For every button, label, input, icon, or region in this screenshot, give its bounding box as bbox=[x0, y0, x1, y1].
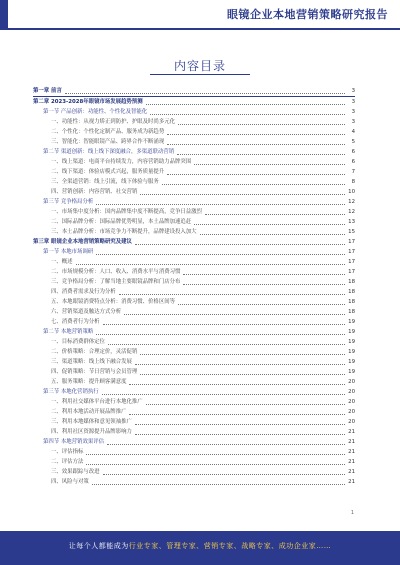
toc-dot-leader bbox=[107, 444, 345, 445]
toc-dot-leader bbox=[167, 144, 345, 145]
toc-entry[interactable] bbox=[33, 367, 355, 377]
toc-entry-page: 15 bbox=[348, 229, 355, 235]
toc-entry-page: 20 bbox=[348, 419, 355, 425]
toc-entry-page: 3 bbox=[351, 88, 355, 94]
toc-dot-leader bbox=[103, 324, 345, 325]
toc-entry-page: 10 bbox=[348, 189, 355, 195]
toc-dot-leader bbox=[86, 454, 345, 455]
toc-dot-leader bbox=[86, 464, 345, 465]
toc-entry-title: 四、营销创新：内容营销、社交营销 bbox=[51, 189, 138, 195]
toc-entry-title: 第一节 产品创新：功能性、个性化及智能化 bbox=[43, 109, 148, 115]
toc-entry-title: 四、利用社区资源提升品牌影响力 bbox=[51, 429, 132, 435]
toc-dot-leader bbox=[76, 264, 345, 265]
toc-entry-page: 6 bbox=[351, 149, 355, 155]
toc-entry-title: 第三章 眼镜企业本地营销策略研究及建议 bbox=[33, 239, 132, 245]
toc-entry-page: 4 bbox=[351, 129, 355, 135]
toc-dot-leader bbox=[96, 334, 345, 335]
toc-entry[interactable] bbox=[33, 297, 355, 307]
toc-entry-title: 一、线上渠道：电商平台持续发力，内容营销助力品牌突围 bbox=[51, 159, 192, 165]
toc-dot-leader bbox=[140, 354, 345, 355]
report-title: 眼镜企业本地营销策略研究报告 bbox=[227, 8, 388, 21]
toc-dot-leader bbox=[146, 404, 345, 405]
toc-entry[interactable] bbox=[33, 217, 355, 227]
toc-entry-page: 20 bbox=[348, 379, 355, 385]
toc-entry-page: 17 bbox=[348, 249, 355, 255]
toc-entry[interactable] bbox=[33, 347, 355, 357]
toc-entry-page: 3 bbox=[351, 99, 355, 105]
toc-entry-page: 21 bbox=[348, 469, 355, 475]
toc-entry-page: 17 bbox=[348, 239, 355, 245]
toc-entry-page: 18 bbox=[348, 309, 355, 315]
toc-dot-leader bbox=[103, 474, 345, 475]
toc-entry-title: 第三节 竞争格局分析 bbox=[43, 199, 94, 205]
toc-heading: 内容目录 bbox=[173, 59, 226, 73]
toc-entry-page: 17 bbox=[348, 269, 355, 275]
toc-entry[interactable] bbox=[33, 157, 355, 167]
toc-entry-page: 18 bbox=[348, 279, 355, 285]
toc-entry-title: 第一章 前言 bbox=[33, 88, 62, 94]
toc-entry[interactable] bbox=[33, 227, 355, 237]
toc-entry[interactable] bbox=[33, 437, 355, 447]
toc-heading-underline bbox=[150, 74, 250, 75]
toc-entry-page: 12 bbox=[348, 209, 355, 215]
toc-entry-page: 12 bbox=[348, 199, 355, 205]
toc-entry[interactable] bbox=[33, 167, 355, 177]
toc-entry-title: 七、消费者行为分析 bbox=[51, 319, 100, 325]
toc-entry[interactable] bbox=[33, 377, 355, 387]
toc-entry[interactable] bbox=[33, 307, 355, 317]
toc-entry[interactable] bbox=[33, 257, 355, 267]
toc-dot-leader bbox=[96, 254, 345, 255]
toc-dot-leader bbox=[108, 344, 345, 345]
toc-entry-page: 21 bbox=[348, 449, 355, 455]
toc-entry-title: 第二章 2023-2028年眼镜市场发展趋势预测 bbox=[33, 99, 143, 105]
toc-entry[interactable] bbox=[33, 427, 355, 437]
toc-dot-leader bbox=[92, 484, 345, 485]
toc-entry-title: 五、本地眼镜消费特点分析：消费习惯、价格区间等 bbox=[51, 299, 175, 305]
toc-dot-leader bbox=[135, 424, 345, 425]
toc-entry[interactable] bbox=[33, 287, 355, 297]
toc-entry-title: 三、效果跟踪与改进 bbox=[51, 469, 100, 475]
toc-dot-leader bbox=[162, 184, 345, 185]
toc-entry[interactable] bbox=[33, 357, 355, 367]
toc-entry-page: 18 bbox=[348, 289, 355, 295]
toc-entry[interactable] bbox=[33, 277, 355, 287]
toc-entry-page: 8 bbox=[351, 179, 355, 185]
toc-entry[interactable] bbox=[33, 97, 355, 107]
toc-dot-leader bbox=[129, 414, 345, 415]
toc-entry-title: 二、国际品牌分析：国际品牌优势明显，本土品牌加速追赶 bbox=[51, 219, 192, 225]
toc-dot-leader bbox=[146, 104, 345, 105]
toc-entry-title: 一、目标消费群体定位 bbox=[51, 339, 105, 345]
toc-entry[interactable] bbox=[33, 317, 355, 327]
toc-dot-leader bbox=[194, 224, 345, 225]
toc-entry-title: 三、渠道策略：线上线下融合发展 bbox=[51, 359, 132, 365]
toc-dot-leader bbox=[167, 134, 345, 135]
toc-entry-page: 21 bbox=[348, 479, 355, 485]
toc-entry-page: 3 bbox=[351, 119, 355, 125]
toc-entry-title: 第二节 本地营销策略 bbox=[43, 329, 94, 335]
toc-dot-leader bbox=[177, 154, 345, 155]
toc-entry[interactable] bbox=[33, 137, 355, 147]
toc-entry-title: 三、本土品牌分析：市场竞争力不断提升，品牌建设投入加大 bbox=[51, 229, 197, 235]
toc-entry-page: 3 bbox=[351, 109, 355, 115]
toc-entry-title: 第一节 本地市场调研 bbox=[43, 249, 94, 255]
footer-slogan-lead: 让每个人都能成为 bbox=[68, 542, 129, 550]
toc-entry[interactable] bbox=[33, 267, 355, 277]
toc-entry-page: 20 bbox=[348, 399, 355, 405]
footer-slogan-tail: 行业专家、管理专家、营销专家、战略专家、成功企业家…… bbox=[128, 542, 332, 550]
toc-entry-title: 二、评估方法 bbox=[51, 459, 84, 465]
toc-dot-leader bbox=[119, 294, 345, 295]
toc-entry-title: 三、智能化：智能眼镜产品、跨界合作不断涌现 bbox=[51, 139, 165, 145]
toc-dot-leader bbox=[167, 174, 345, 175]
page-number: 1 bbox=[350, 510, 354, 516]
toc-entry[interactable] bbox=[33, 237, 355, 247]
toc-entry[interactable] bbox=[33, 127, 355, 137]
toc-entry[interactable] bbox=[33, 177, 355, 187]
toc-entry-title: 一、评估指标 bbox=[51, 449, 84, 455]
toc-dot-leader bbox=[178, 304, 345, 305]
toc-entry[interactable] bbox=[33, 107, 355, 117]
toc-dot-leader bbox=[178, 124, 345, 125]
toc-entry[interactable] bbox=[33, 86, 355, 97]
toc-dot-leader bbox=[140, 374, 345, 375]
toc-entry-title: 二、利用本地活动开展品牌推广 bbox=[51, 409, 127, 415]
toc-entry-page: 18 bbox=[348, 299, 355, 305]
toc-entry[interactable] bbox=[33, 337, 355, 347]
toc-dot-leader bbox=[194, 164, 345, 165]
toc-entry-page: 19 bbox=[348, 349, 355, 355]
toc-entry-title: 二、市场规模分析：人口、收入、消费水平与消费习惯 bbox=[51, 269, 181, 275]
toc-entry[interactable] bbox=[33, 117, 355, 127]
toc-entry[interactable] bbox=[33, 407, 355, 417]
page-header bbox=[0, 0, 400, 28]
toc-entry[interactable] bbox=[33, 387, 355, 397]
toc-entry-page: 19 bbox=[348, 319, 355, 325]
toc-dot-leader bbox=[135, 244, 345, 245]
toc-entry-title: 一、功能性：从视力矫正到防护、护眼及时尚多元化 bbox=[51, 119, 175, 125]
toc-dot-leader bbox=[183, 284, 345, 285]
toc-entry-title: 三、全渠道营销：线上引流，线下体验与服务 bbox=[51, 179, 159, 185]
toc-entry[interactable] bbox=[33, 397, 355, 407]
toc-entry-title: 四、风险与对策 bbox=[51, 479, 89, 485]
toc-entry-page: 5 bbox=[351, 139, 355, 145]
toc-dot-leader bbox=[205, 214, 345, 215]
toc-dot-leader bbox=[129, 384, 345, 385]
toc-entry-title: 二、个性化：个性化定制产品、服务成为新趋势 bbox=[51, 129, 165, 135]
toc-entry-title: 四、消费者需求及行为分析 bbox=[51, 289, 116, 295]
toc-dot-leader bbox=[135, 434, 345, 435]
toc-entry[interactable] bbox=[33, 147, 355, 157]
toc-entry-title: 二、价格策略：合理定价，灵活促销 bbox=[51, 349, 138, 355]
header-divider bbox=[0, 28, 400, 30]
toc-dot-leader bbox=[150, 114, 345, 115]
toc-entry-title: 三、利用本地媒体和意见领袖推广 bbox=[51, 419, 132, 425]
page-footer bbox=[0, 531, 400, 565]
toc-entry[interactable] bbox=[33, 207, 355, 217]
toc-entry-page: 6 bbox=[351, 159, 355, 165]
toc-entry-page: 7 bbox=[351, 169, 355, 175]
toc-entry[interactable] bbox=[33, 457, 355, 467]
toc-entry-page: 21 bbox=[348, 429, 355, 435]
toc-entry-page: 19 bbox=[348, 359, 355, 365]
toc-dot-leader bbox=[140, 194, 345, 195]
toc-entry[interactable] bbox=[33, 477, 355, 487]
toc-entry-title: 六、营销渠道及触达方式分析 bbox=[51, 309, 122, 315]
toc-entry-page: 19 bbox=[348, 329, 355, 335]
toc-entry-title: 一、概述 bbox=[51, 259, 73, 265]
toc-entry-page: 13 bbox=[348, 219, 355, 225]
toc-entry-page: 20 bbox=[348, 409, 355, 415]
toc-entry[interactable] bbox=[33, 187, 355, 197]
toc-entry-page: 19 bbox=[348, 339, 355, 345]
toc-entry-title: 三、竞争格局分析：了解当地主要眼镜品牌和门店分布 bbox=[51, 279, 181, 285]
toc-entry-title: 五、服务策略：提升顾客满意度 bbox=[51, 379, 127, 385]
toc-entry[interactable] bbox=[33, 447, 355, 457]
toc-entry[interactable] bbox=[33, 197, 355, 207]
toc-dot-leader bbox=[102, 394, 345, 395]
toc-entry-title: 一、利用社交媒体平台进行本地化推广 bbox=[51, 399, 143, 405]
toc-dot-leader bbox=[124, 314, 345, 315]
toc-entry-title: 一、市场集中度分析：国内品牌集中度不断提高，竞争日益激烈 bbox=[51, 209, 202, 215]
toc-dot-leader bbox=[183, 274, 345, 275]
toc-entry-page: 21 bbox=[348, 439, 355, 445]
toc-entry[interactable] bbox=[33, 467, 355, 477]
toc-dot-leader bbox=[96, 204, 345, 205]
toc-entry-title: 第四节 本地营销效果评估 bbox=[43, 439, 105, 445]
toc-entry-title: 二、线下渠道：体验店模式兴起，服务质量提升 bbox=[51, 169, 165, 175]
toc-entry-title: 第三节 本地化营销执行 bbox=[43, 389, 99, 395]
toc-entry[interactable] bbox=[33, 247, 355, 257]
toc-dot-leader bbox=[135, 364, 345, 365]
toc-entry-page: 17 bbox=[348, 259, 355, 265]
footer-slogan bbox=[0, 541, 400, 551]
toc-entry-page: 20 bbox=[348, 389, 355, 395]
table-of-contents bbox=[33, 86, 355, 487]
toc-entry[interactable] bbox=[33, 417, 355, 427]
toc-entry[interactable] bbox=[33, 327, 355, 337]
toc-entry-page: 21 bbox=[348, 459, 355, 465]
toc-entry-page: 19 bbox=[348, 369, 355, 375]
toc-entry-title: 第二节 渠道创新：线上线下深度融合，多渠道联动营销 bbox=[43, 149, 175, 155]
toc-dot-leader bbox=[200, 234, 345, 235]
toc-entry-title: 四、促销策略：节日营销与会员管理 bbox=[51, 369, 138, 375]
toc-dot-leader bbox=[65, 93, 345, 94]
